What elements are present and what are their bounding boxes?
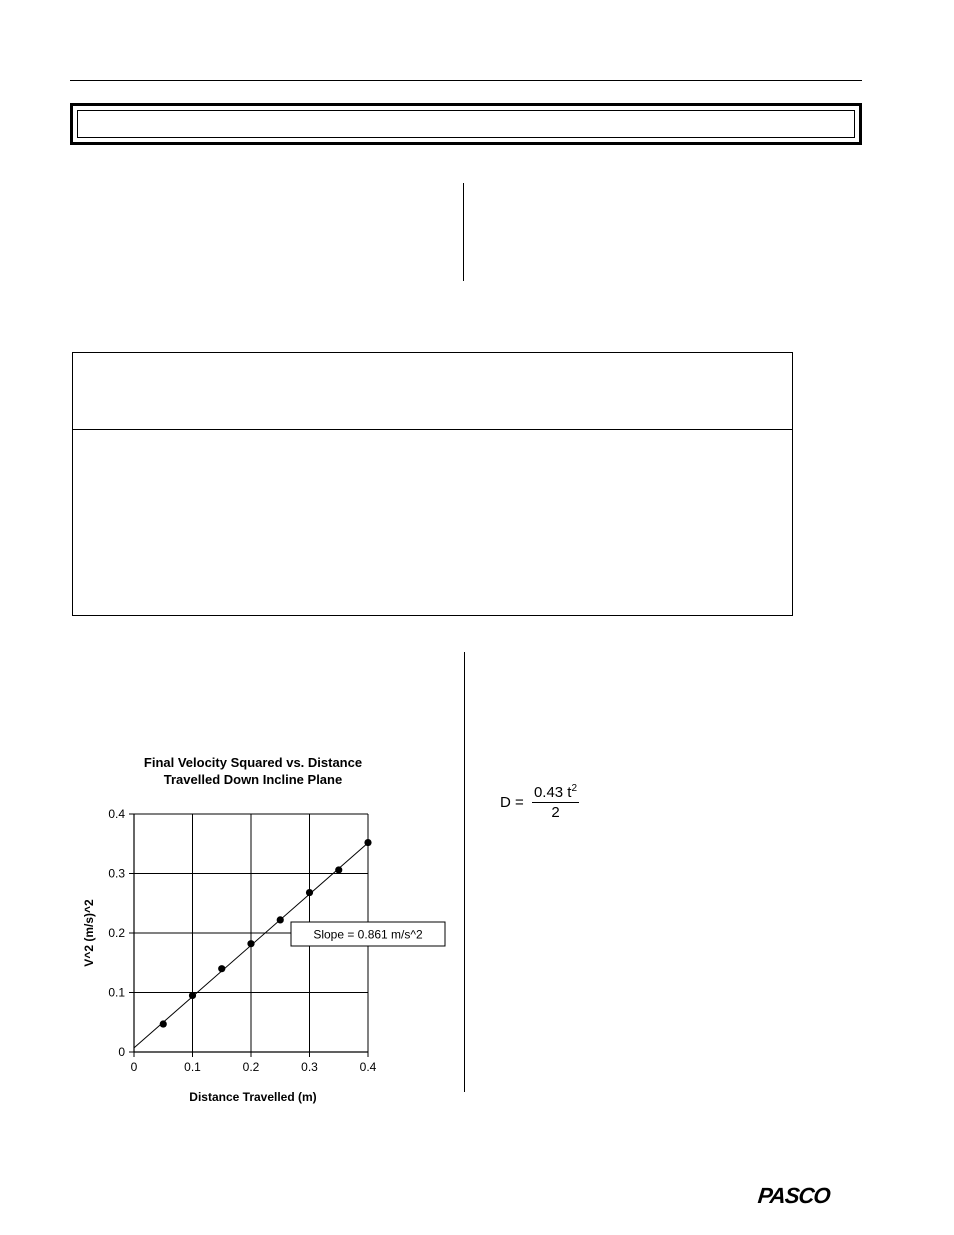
data-point [277,916,284,923]
title-frame-inner [77,110,855,138]
data-point [335,866,342,873]
content-box [72,352,793,616]
data-point [160,1020,167,1027]
y-axis-label: V^2 (m/s)^2 [82,899,96,967]
x-tick-label: 0.4 [359,1060,377,1074]
distance-equation [500,783,579,821]
equation-exponent: 2 [571,783,578,794]
column-divider-top [463,183,464,281]
equation-numerator [532,783,579,803]
content-box-divider [73,429,792,430]
data-point [247,940,254,947]
slope-annotation-text: Slope = 0.861 m/s^2 [313,927,423,942]
y-tick-label: 0.3 [108,866,125,881]
data-point [306,889,313,896]
x-tick-label: 0.2 [242,1060,260,1074]
equation-lhs: D = [500,793,524,811]
equation-numerator-text: 0.43 t [533,784,572,801]
chart-title-line-1: Final Velocity Squared vs. Distance [143,755,363,770]
x-axis-label: Distance Travelled (m) [189,1090,317,1104]
y-tick-label: 0.1 [108,985,125,1000]
x-tick-label: 0 [130,1060,138,1074]
x-tick-label: 0.3 [301,1060,318,1074]
slope-annotation [291,922,445,946]
velocity-distance-chart [80,745,460,1110]
title-frame [70,103,862,145]
data-point [364,839,371,846]
x-tick-label: 0.1 [184,1060,201,1074]
pasco-logo: PASCO [756,1183,831,1208]
y-tick-label: 0.2 [108,926,125,940]
data-point [189,992,196,999]
equation-fraction [532,783,579,821]
y-tick-label: 0 [118,1045,125,1059]
data-point [218,965,225,972]
header-rule [70,80,862,81]
chart-title-line-2: Travelled Down Incline Plane [163,772,343,787]
equation-denominator: 2 [551,804,560,821]
column-divider-bottom [464,652,465,1092]
y-tick-label: 0.4 [108,807,125,821]
